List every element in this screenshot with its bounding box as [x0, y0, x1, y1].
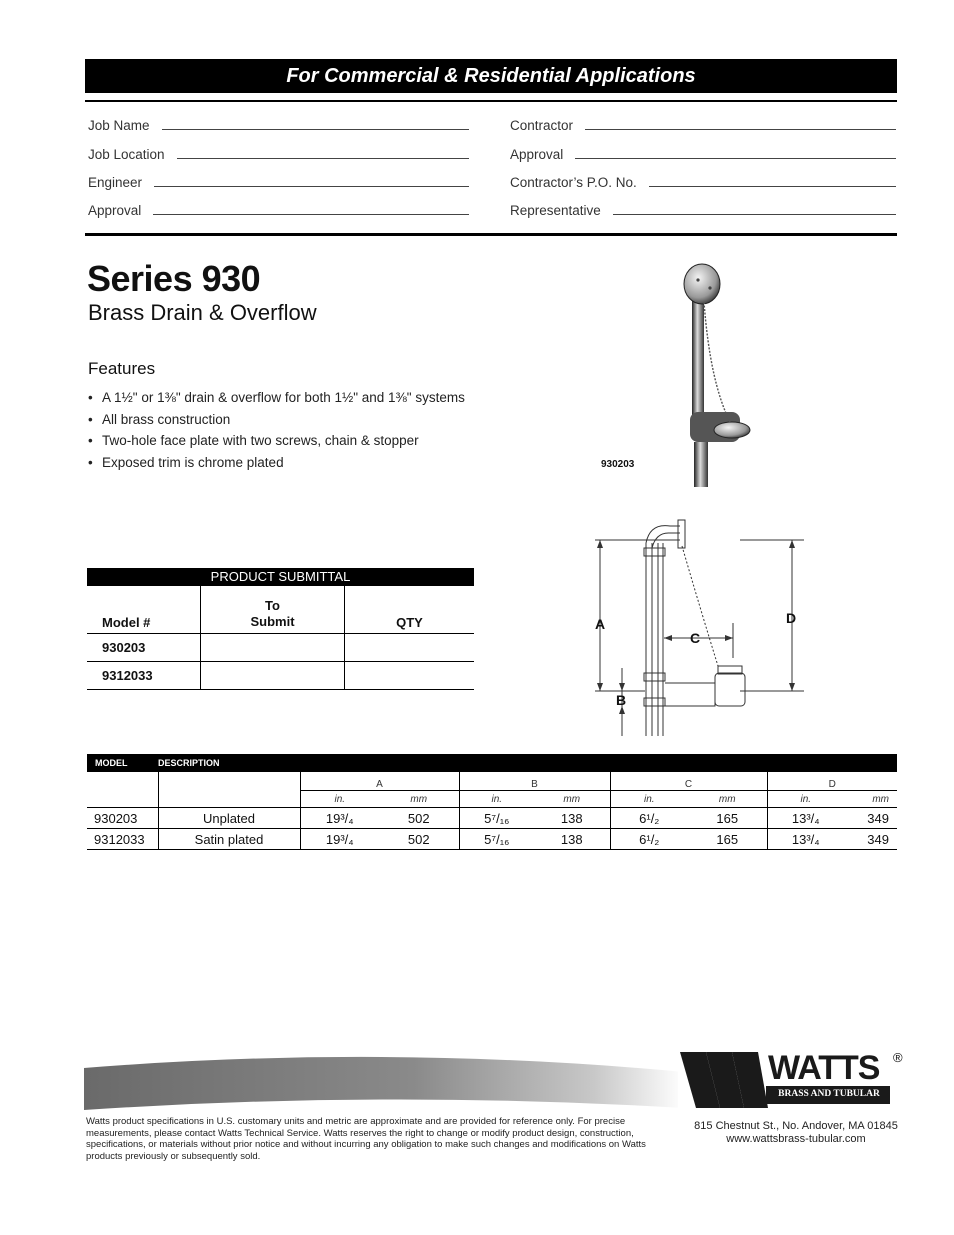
submittal-heading: PRODUCT SUBMITTAL: [87, 568, 474, 586]
page-subtitle: Brass Drain & Overflow: [88, 300, 317, 325]
c-in-cell: 6¹/₂: [610, 829, 688, 850]
unit-mm: mm: [379, 791, 459, 808]
contractor-po-field[interactable]: [510, 170, 896, 190]
applications-banner: For Commercial & Residential Applications: [85, 59, 897, 93]
approval-field-2[interactable]: [510, 142, 896, 162]
divider: [85, 233, 897, 236]
disclaimer: Watts product specifications in U.S. customary units and metric are approximate and are provided for reference only. For precise measurements, please contact Watts Technical Service. Watts reserves the right to change or modify product design, construction, specifications, or materials without prior notice and without incurring any obligation to make such changes and modifications on Watts products previously or subsequently sold.: [86, 1116, 646, 1162]
dimension-label-d: D: [786, 610, 797, 626]
unit-mm: mm: [844, 791, 897, 808]
features-list: [88, 390, 465, 476]
feature-text: All brass construction: [102, 411, 231, 427]
page-title: Series 930: [87, 258, 261, 299]
field-label: Approval: [88, 203, 142, 218]
d-in-cell: 13³/₄: [767, 829, 844, 850]
col-model-header: MODEL: [87, 754, 158, 772]
d-mm-cell: 349: [844, 808, 897, 829]
dimension-label-c: C: [690, 630, 701, 646]
qty-cell[interactable]: [345, 634, 475, 662]
c-mm-cell: 165: [688, 829, 767, 850]
field-label: Job Location: [88, 147, 165, 162]
field-label: Job Name: [88, 118, 150, 133]
to-submit-cell[interactable]: [201, 634, 345, 662]
dimensions-table: [87, 754, 897, 850]
dimension-label-b: B: [616, 692, 627, 708]
unit-in: in.: [767, 791, 844, 808]
empty-cell: [87, 772, 158, 791]
b-mm-cell: 138: [534, 808, 610, 829]
list-item: • Exposed trim is chrome plated: [88, 455, 465, 477]
field-label: Representative: [510, 203, 601, 218]
contractor-field[interactable]: [510, 113, 896, 133]
group-d-header: D: [767, 772, 897, 791]
empty-cell: [158, 772, 300, 791]
col-model-header: Model #: [87, 586, 201, 634]
representative-field[interactable]: [510, 198, 896, 218]
registered-mark: ®: [893, 1050, 903, 1065]
decorative-swoosh: [84, 1050, 684, 1112]
unit-in: in.: [459, 791, 534, 808]
b-in-cell: 5⁷/₁₆: [459, 829, 534, 850]
job-name-field[interactable]: [88, 113, 469, 133]
list-item: • Two-hole face plate with two screws, chain & stopper: [88, 433, 465, 455]
to-label: To: [265, 598, 280, 613]
d-mm-cell: 349: [844, 829, 897, 850]
c-in-cell: 6¹/₂: [610, 808, 688, 829]
model-cell: 9312033: [87, 829, 158, 850]
table-row: [87, 634, 474, 662]
company-address: [682, 1120, 910, 1146]
product-submittal-table: [87, 568, 474, 690]
b-in-cell: 5⁷/₁₆: [459, 808, 534, 829]
unit-mm: mm: [534, 791, 610, 808]
d-in-cell: 13³/₄: [767, 808, 844, 829]
feature-text: A 1½" or 1⅜" drain & overflow for both 1½" and 1⅜" systems: [102, 390, 465, 405]
empty-cell: [87, 791, 158, 808]
unit-in: in.: [610, 791, 688, 808]
group-b-header: B: [459, 772, 610, 791]
list-item: • All brass construction: [88, 412, 465, 434]
qty-cell[interactable]: [345, 662, 475, 690]
empty-cell: [158, 791, 300, 808]
model-cell: 9312033: [87, 662, 201, 690]
feature-text: Two-hole face plate with two screws, chain & stopper: [102, 433, 419, 448]
approval-field[interactable]: [88, 198, 469, 218]
logo-wordmark: WATTS: [768, 1049, 880, 1087]
a-mm-cell: 502: [379, 829, 459, 850]
col-to-submit-header: [201, 586, 345, 634]
group-c-header: C: [610, 772, 767, 791]
table-row: [87, 662, 474, 690]
product-image-caption: 930203: [601, 459, 635, 470]
unit-in: in.: [300, 791, 379, 808]
table-row: [87, 829, 897, 850]
field-label: Contractor’s P.O. No.: [510, 175, 637, 190]
model-cell: 930203: [87, 634, 201, 662]
a-mm-cell: 502: [379, 808, 459, 829]
a-in-cell: 19³/₄: [300, 829, 379, 850]
group-a-header: A: [300, 772, 459, 791]
description-cell: Satin plated: [158, 829, 300, 850]
logo-tagline: BRASS AND TUBULAR: [778, 1089, 880, 1099]
table-row: [87, 808, 897, 829]
b-mm-cell: 138: [534, 829, 610, 850]
col-qty-header: QTY: [345, 586, 475, 634]
col-description-header: DESCRIPTION: [158, 754, 897, 772]
submit-label: Submit: [250, 614, 295, 629]
field-label: Contractor: [510, 118, 574, 133]
engineer-field[interactable]: [88, 170, 469, 190]
divider: [85, 100, 897, 102]
model-cell: 930203: [87, 808, 158, 829]
field-label: Engineer: [88, 175, 143, 190]
address-line: 815 Chestnut St., No. Andover, MA 01845: [694, 1120, 898, 1132]
feature-text: Exposed trim is chrome plated: [102, 454, 284, 470]
to-submit-cell[interactable]: [201, 662, 345, 690]
description-cell: Unplated: [158, 808, 300, 829]
dimension-label-a: A: [595, 616, 606, 632]
unit-mm: mm: [688, 791, 767, 808]
a-in-cell: 19³/₄: [300, 808, 379, 829]
features-heading: Features: [88, 359, 156, 378]
field-label: Approval: [510, 147, 564, 162]
job-location-field[interactable]: [88, 142, 469, 162]
c-mm-cell: 165: [688, 808, 767, 829]
product-photo: [670, 262, 775, 492]
website-link[interactable]: www.wattsbrass-tubular.com: [726, 1133, 866, 1145]
list-item: • A 1½" or 1⅜" drain & overflow for both 1½" and 1⅜" systems: [88, 390, 465, 412]
